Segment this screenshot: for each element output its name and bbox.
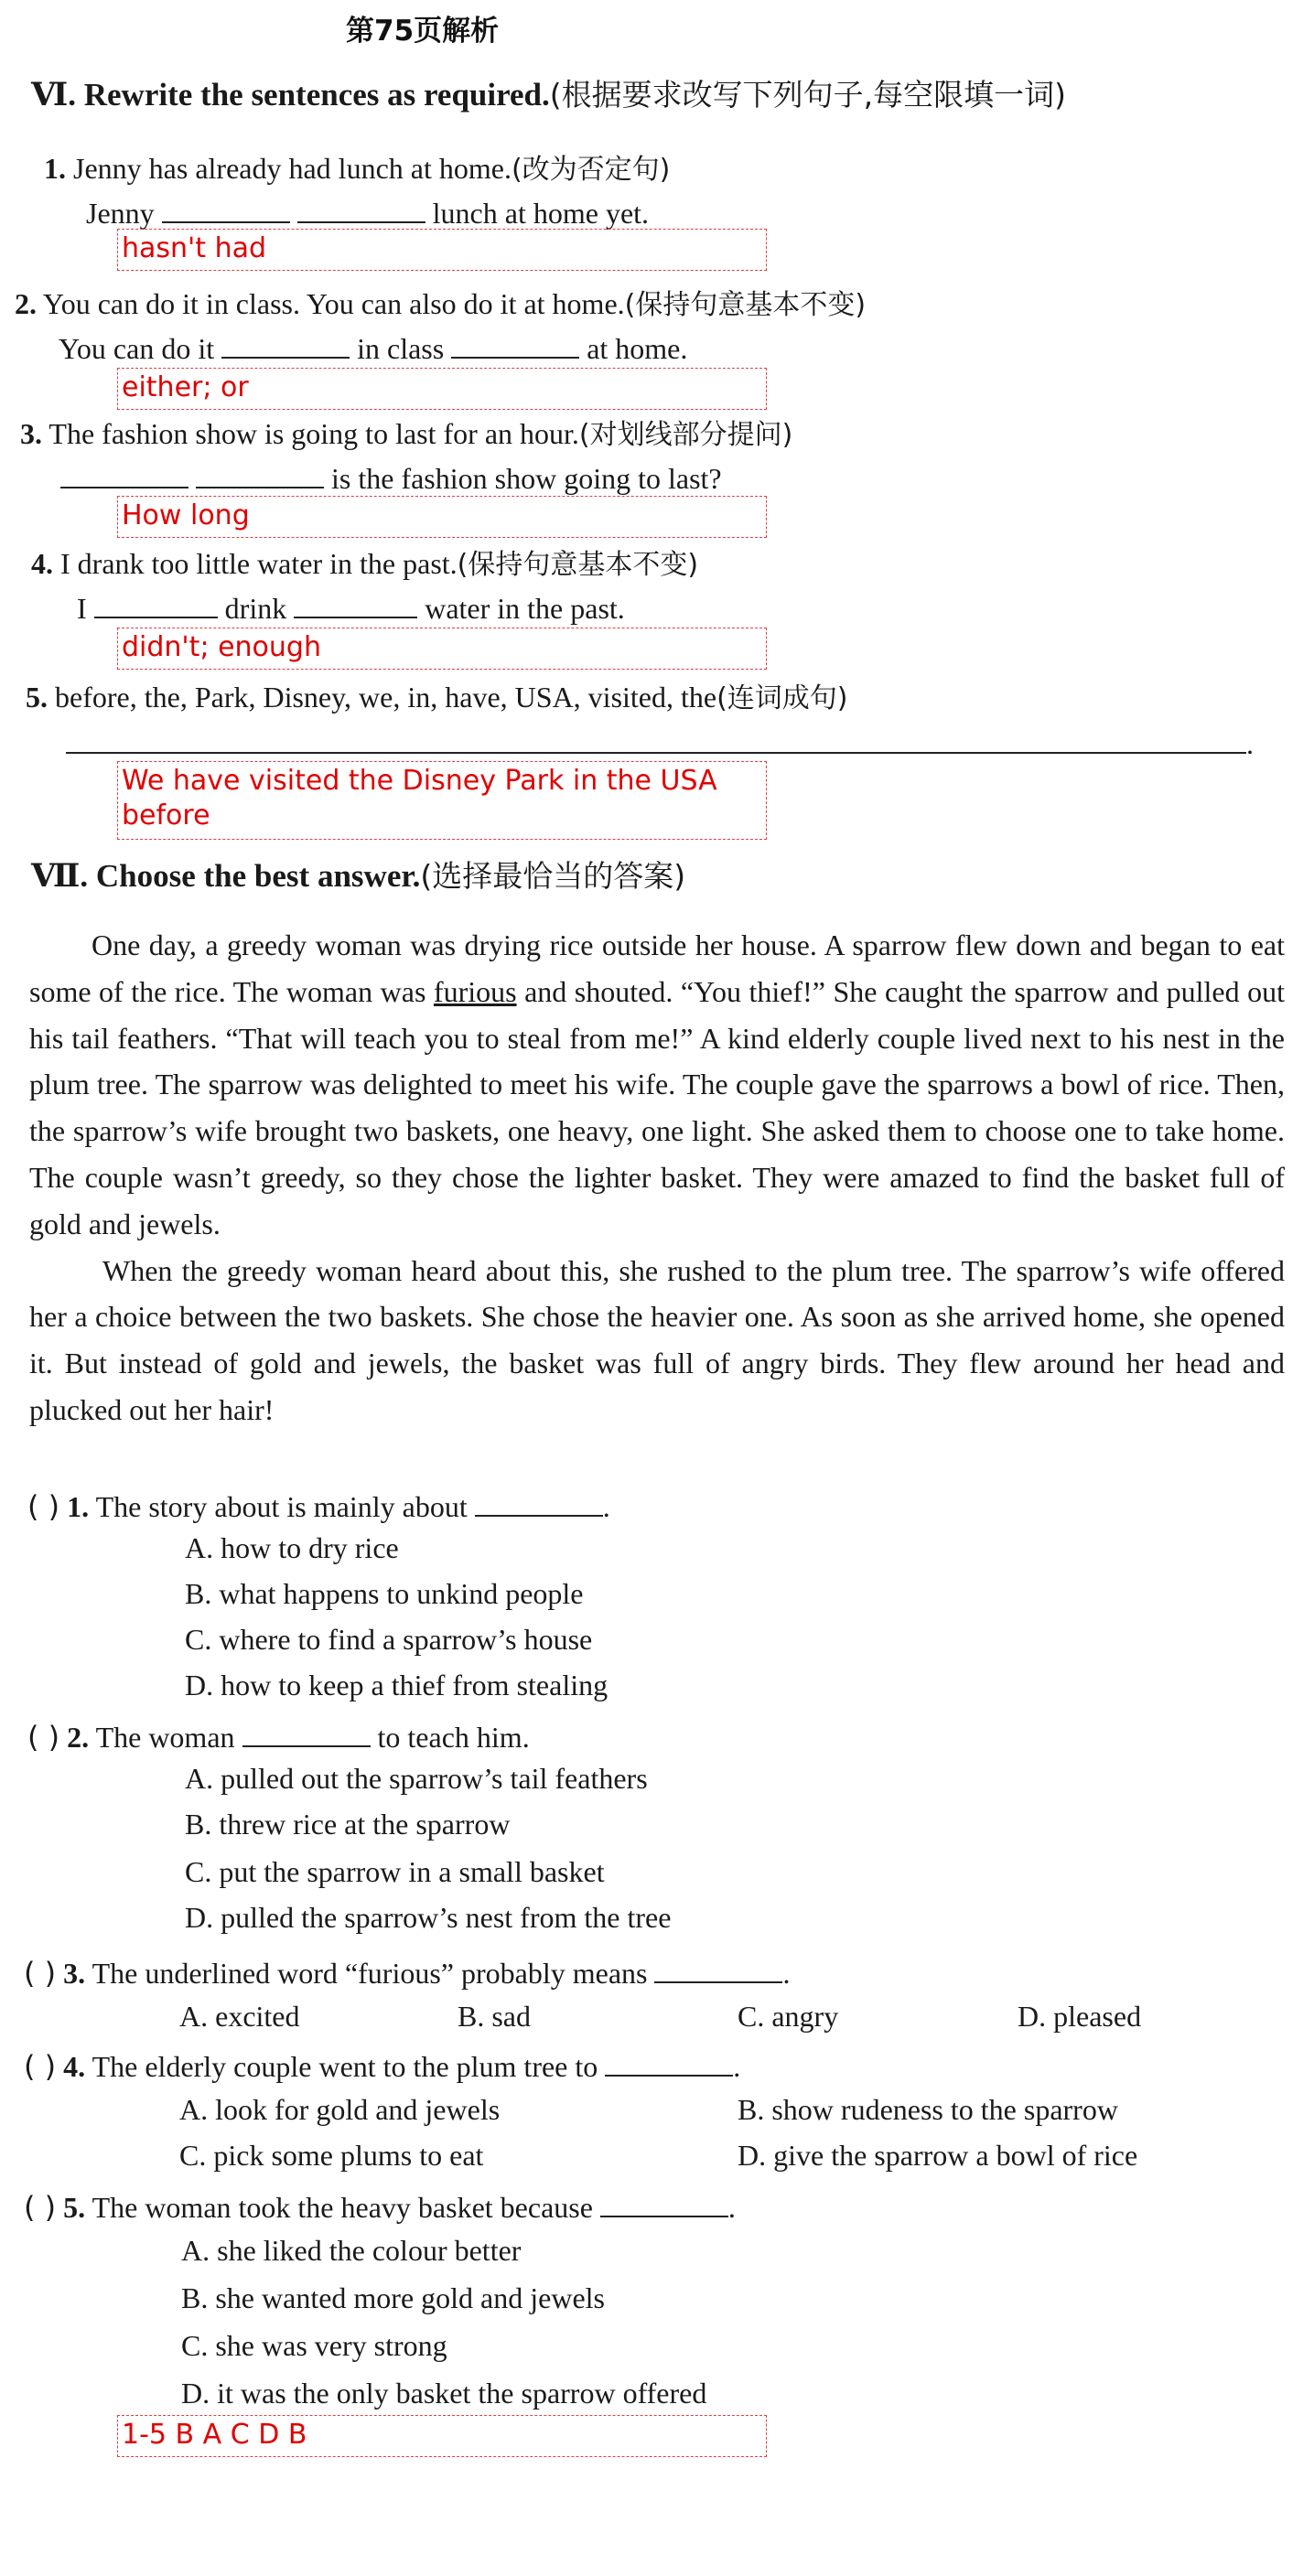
blank: [94, 587, 218, 618]
section-7-roman: Ⅶ.: [31, 858, 89, 894]
passage-paragraph-1: One day, a greedy woman was drying rice outside her house. A sparrow flew down and began to eat some of the rice. The woman was furious and shouted. “You thief!” She caught the sparrow and pulled out his tail feathers. “That will teach you to steal from me!” A kind elderly couple lived next to his nest in the plum tree. The sparrow was delighted to meet his wife. The couple gave the sparrows a bowl of rice. Then, the sparrow’s wife brought two baskets, one heavy, one light. She asked them to choose one to take home. The couple wasn’t greedy, so they chose the lighter basket. They were amazed to find the basket full of gold and jewels.: [29, 928, 1286, 1240]
item-3-fill-line: is the fashion show going to last?: [60, 457, 722, 496]
blank: [60, 457, 188, 488]
q1-option-d: D. how to keep a thief from stealing: [185, 1669, 609, 1701]
item-1-fill-line: Jenny lunch at home yet.: [86, 192, 649, 231]
item-4-fill-line: I drink water in the past.: [77, 587, 625, 626]
passage-paragraph-2: When the greedy woman heard about this, she rushed to the plum tree. The sparrow’s wife offered her a choice between the two baskets. She chose the heavier one. As soon as she arrived home, she opened it. But instead of gold and jewels, the basket was full of angry birds. They flew around her head and plucked out her hair!: [29, 1253, 1285, 1426]
q2-option-a: A. pulled out the sparrow’s tail feathers: [185, 1762, 648, 1795]
question-2: ( ) 2. The woman to teach him.: [27, 1716, 530, 1755]
answer-bracket: ( ): [27, 1489, 60, 1524]
blank: [605, 2045, 733, 2077]
section-7-heading: [31, 853, 685, 896]
underlined-word: furious: [433, 974, 517, 1008]
item-2-answer: either; or: [117, 368, 767, 410]
item-3-answer: How long: [117, 496, 767, 538]
q5-option-d: D. it was the only basket the sparrow offered: [181, 2377, 707, 2410]
question-5: ( ) 5. The woman took the heavy basket because .: [24, 2186, 736, 2225]
answer-bracket: ( ): [24, 1956, 57, 1991]
q1-option-a: A. how to dry rice: [185, 1531, 399, 1564]
item-2-fill-line: You can do it in class at home.: [59, 327, 687, 366]
q5-option-b: B. she wanted more gold and jewels: [181, 2281, 605, 2314]
section-7-title-cn: (选择最恰当的答案): [420, 858, 686, 894]
item-4-question: 4. I drank too little water in the past.(保持句意基本不变): [31, 547, 699, 581]
answer-bracket: ( ): [24, 2190, 57, 2225]
q1-option-c: C. where to find a sparrow’s house: [185, 1623, 593, 1656]
section-6-roman: Ⅵ.: [31, 77, 76, 113]
q4-option-a: A. look for gold and jewels: [179, 2093, 501, 2126]
blank: [294, 587, 417, 618]
q4-option-b: B. show rudeness to the sparrow: [738, 2093, 1118, 2126]
item-5-question: 5. before, the, Park, Disney, we, in, have, USA, visited, the(连词成句): [26, 681, 848, 714]
q2-option-b: B. threw rice at the sparrow: [185, 1808, 511, 1841]
item-1-answer: hasn't had: [117, 229, 767, 271]
item-1-question: 1. Jenny has already had lunch at home.(改为否定句): [44, 152, 671, 186]
q3-option-c: C. angry: [738, 2000, 839, 2033]
q3-option-a: A. excited: [179, 2000, 300, 2033]
q1-option-b: B. what happens to unkind people: [185, 1577, 584, 1610]
blank: [66, 723, 1246, 754]
q2-option-c: C. put the sparrow in a small basket: [185, 1855, 605, 1888]
section-6-title: Rewrite the sentences as required.: [83, 77, 550, 113]
blank: [242, 1716, 371, 1747]
page-title: 第75页解析: [346, 15, 500, 48]
blank: [600, 2186, 728, 2217]
blank: [475, 1486, 603, 1517]
q5-option-c: C. she was very strong: [181, 2329, 447, 2362]
question-1: ( ) 1. The story about is mainly about .: [27, 1486, 610, 1524]
q3-option-d: D. pleased: [1018, 2000, 1142, 2033]
passage: [29, 922, 1285, 1433]
section-6-heading: [31, 71, 1066, 114]
section-7-answer: 1-5 B A C D B: [117, 2415, 767, 2457]
answer-bracket: ( ): [24, 2049, 57, 2084]
blank: [196, 457, 324, 488]
blank: [297, 192, 425, 223]
item-2-question: 2. You can do it in class. You can also do it at home.(保持句意基本不变): [15, 287, 867, 321]
section-6-title-cn: (根据要求改写下列句子,每空限填一词): [549, 77, 1067, 113]
item-3-question: 3. The fashion show is going to last for an hour.(对划线部分提问): [20, 417, 793, 451]
item-5-answer: We have visited the Disney Park in the USA before: [117, 761, 767, 840]
blank: [451, 327, 579, 359]
item-4-answer: didn't; enough: [117, 628, 767, 670]
question-3: ( ) 3. The underlined word “furious” probably means .: [24, 1952, 790, 1991]
section-7-title: Choose the best answer.: [95, 858, 421, 894]
blank: [162, 192, 290, 223]
q4-option-d: D. give the sparrow a bowl of rice: [738, 2139, 1138, 2172]
blank: [654, 1952, 782, 1983]
item-5-fill-line: .: [66, 723, 1254, 761]
q4-option-c: C. pick some plums to eat: [179, 2139, 484, 2172]
q2-option-d: D. pulled the sparrow’s nest from the tree: [185, 1901, 672, 1934]
question-4: ( ) 4. The elderly couple went to the plum tree to .: [24, 2045, 740, 2084]
q5-option-a: A. she liked the colour better: [181, 2234, 522, 2267]
q3-option-b: B. sad: [458, 2000, 531, 2033]
answer-bracket: ( ): [27, 1720, 60, 1755]
blank: [221, 327, 350, 359]
